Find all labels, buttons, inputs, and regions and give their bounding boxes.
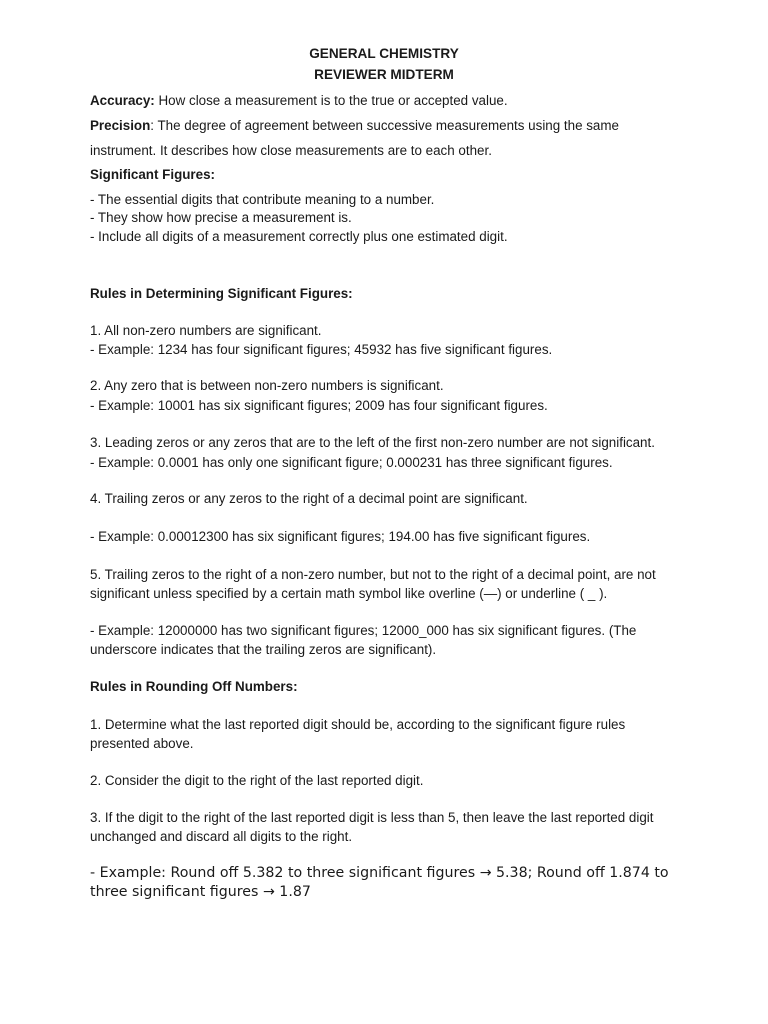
sigfig-rule-example: - Example: 10001 has six significant figures; 2009 has four significant figures.: [90, 398, 548, 413]
rounding-rule: 2. Consider the digit to the right of the last reported digit.: [90, 773, 424, 788]
accuracy-text: How close a measurement is to the true or accepted value.: [154, 93, 508, 108]
sigfig-rule: 2. Any zero that is between non-zero numbers is significant.: [90, 378, 444, 393]
rounding-example-continued: three significant figures → 1.87: [90, 884, 311, 900]
document-title: GENERAL CHEMISTRY: [309, 46, 459, 61]
sigfig-rule: 3. Leading zeros or any zeros that are to the left of the first non-zero number are not significant.: [90, 435, 655, 450]
precision-text-continued: instrument. It describes how close measurements are to each other.: [90, 143, 492, 158]
sigfig-rule-example: - Example: 0.00012300 has six significant figures; 194.00 has five significant figures.: [90, 529, 591, 544]
rounding-rule-continued: unchanged and discard all digits to the right.: [90, 829, 353, 844]
sigfig-rule-example: - Example: 12000000 has two significant figures; 12000_000 has six significant figures. (The: [90, 623, 637, 638]
sigfig-rule-example-continued: underscore indicates that the trailing zeros are significant).: [90, 642, 437, 657]
sigfig-point: - The essential digits that contribute meaning to a number.: [90, 192, 435, 207]
precision-text: : The degree of agreement between successive measurements using the same: [150, 118, 619, 133]
rounding-rules-heading: Rules in Rounding Off Numbers:: [90, 679, 298, 694]
sigfig-rule: 4. Trailing zeros or any zeros to the right of a decimal point are significant.: [90, 491, 528, 506]
accuracy-definition: [90, 92, 508, 109]
sigfig-rule-continued: significant unless specified by a certain math symbol like overline (—) or underline ( _ ).: [90, 586, 608, 601]
rounding-example: - Example: Round off 5.382 to three significant figures → 5.38; Round off 1.874 to: [90, 865, 669, 881]
precision-definition: [90, 117, 619, 134]
rounding-rule: 1. Determine what the last reported digit should be, according to the significant figure rules: [90, 717, 626, 732]
sigfig-rule: 1. All non-zero numbers are significant.: [90, 323, 322, 338]
sigfig-rule-example: - Example: 0.0001 has only one significant figure; 0.000231 has three significant figures.: [90, 455, 613, 470]
accuracy-term: Accuracy:: [90, 93, 155, 108]
sigfig-point: - They show how precise a measurement is.: [90, 210, 352, 225]
sigfig-rules-heading: Rules in Determining Significant Figures:: [90, 286, 353, 301]
precision-term: Precision: [90, 118, 151, 133]
sigfig-rule-example: - Example: 1234 has four significant figures; 45932 has five significant figures.: [90, 342, 553, 357]
document-subtitle: REVIEWER MIDTERM: [314, 67, 454, 82]
sigfig-heading: Significant Figures:: [90, 167, 215, 182]
sigfig-rule: 5. Trailing zeros to the right of a non-zero number, but not to the right of a decimal point, are not: [90, 567, 656, 582]
sigfig-point: - Include all digits of a measurement correctly plus one estimated digit.: [90, 229, 508, 244]
rounding-rule-continued: presented above.: [90, 736, 194, 751]
rounding-rule: 3. If the digit to the right of the last reported digit is less than 5, then leave the last reported digit: [90, 810, 654, 825]
